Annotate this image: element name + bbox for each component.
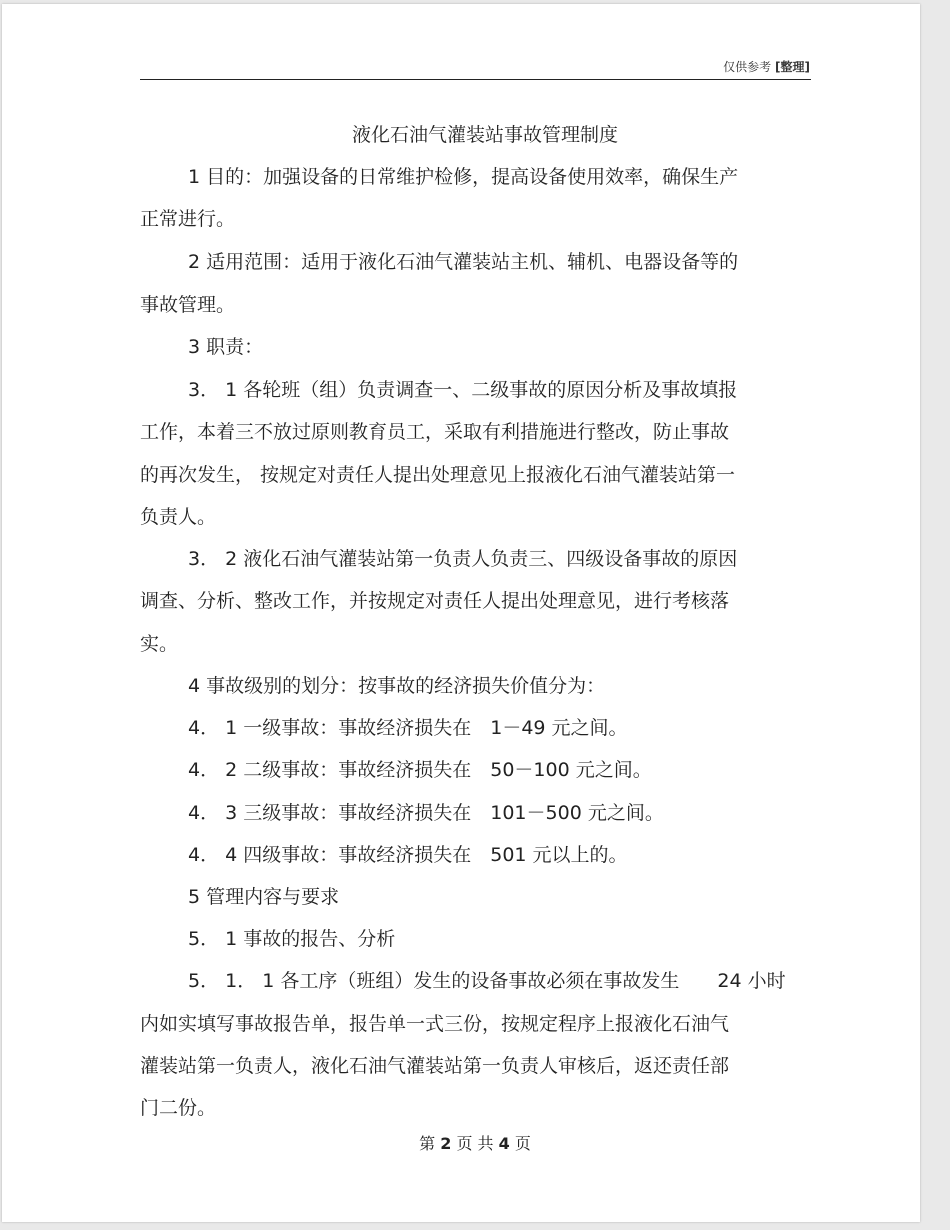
document-title: 液化石油气灌装站事故管理制度	[351, 124, 618, 146]
body-line: 4 事故级别的划分：按事故的经济损失价值分为：	[188, 675, 606, 697]
body-line: 4． 3 三级事故：事故经济损失在 101－500 元之间。	[188, 802, 664, 824]
header-note-text: 仅供参考	[723, 60, 772, 74]
body-line: 灌装站第一负责人，液化石油气灌装站第一负责人审核后，返还责任部	[140, 1055, 730, 1077]
body-line: 实。	[140, 633, 179, 655]
body-line: 4． 1 一级事故：事故经济损失在 1－49 元之间。	[188, 717, 628, 739]
document-page	[2, 4, 920, 1222]
footer-mid: 页 共	[456, 1134, 494, 1153]
footer-page-number: 2	[440, 1134, 452, 1153]
page-footer	[2, 1131, 948, 1154]
body-line: 工作，本着三不放过原则教育员工，采取有利措施进行整改，防止事故	[140, 421, 730, 443]
body-line: 内如实填写事故报告单，报告单一式三份，按规定程序上报液化石油气	[140, 1013, 730, 1035]
header-rule	[140, 79, 811, 80]
body-line: 事故管理。	[140, 294, 236, 316]
body-line: 门二份。	[140, 1097, 217, 1119]
body-line: 3 职责：	[188, 336, 264, 358]
body-line: 3． 1 各轮班（组）负责调查一、二级事故的原因分析及事故填报	[188, 379, 738, 401]
body-line: 调查、分析、整改工作，并按规定对责任人提出处理意见，进行考核落	[140, 590, 730, 612]
header-note	[723, 58, 810, 75]
body-line: 的再次发生， 按规定对责任人提出处理意见上报液化石油气灌装站第一	[140, 464, 736, 486]
body-line: 5． 1 事故的报告、分析	[188, 928, 396, 950]
body-line: 3． 2 液化石油气灌装站第一负责人负责三、四级设备事故的原因	[188, 548, 738, 570]
body-line: 5． 1． 1 各工序（班组）发生的设备事故必须在事故发生 24 小时	[188, 970, 786, 992]
body-line: 1 目的：加强设备的日常维护检修，提高设备使用效率，确保生产	[188, 166, 739, 188]
footer-suffix: 页	[514, 1134, 531, 1153]
header-note-bracket: [整理]	[775, 60, 810, 74]
body-line: 负责人。	[140, 506, 217, 528]
body-line: 正常进行。	[140, 208, 236, 230]
body-line: 4． 2 二级事故：事故经济损失在 50－100 元之间。	[188, 759, 652, 781]
body-line: 4． 4 四级事故：事故经济损失在 501 元以上的。	[188, 844, 628, 866]
body-line: 2 适用范围：适用于液化石油气灌装站主机、辅机、电器设备等的	[188, 251, 739, 273]
footer-total-pages: 4	[498, 1134, 510, 1153]
body-line: 5 管理内容与要求	[188, 886, 340, 908]
footer-prefix: 第	[419, 1134, 436, 1153]
